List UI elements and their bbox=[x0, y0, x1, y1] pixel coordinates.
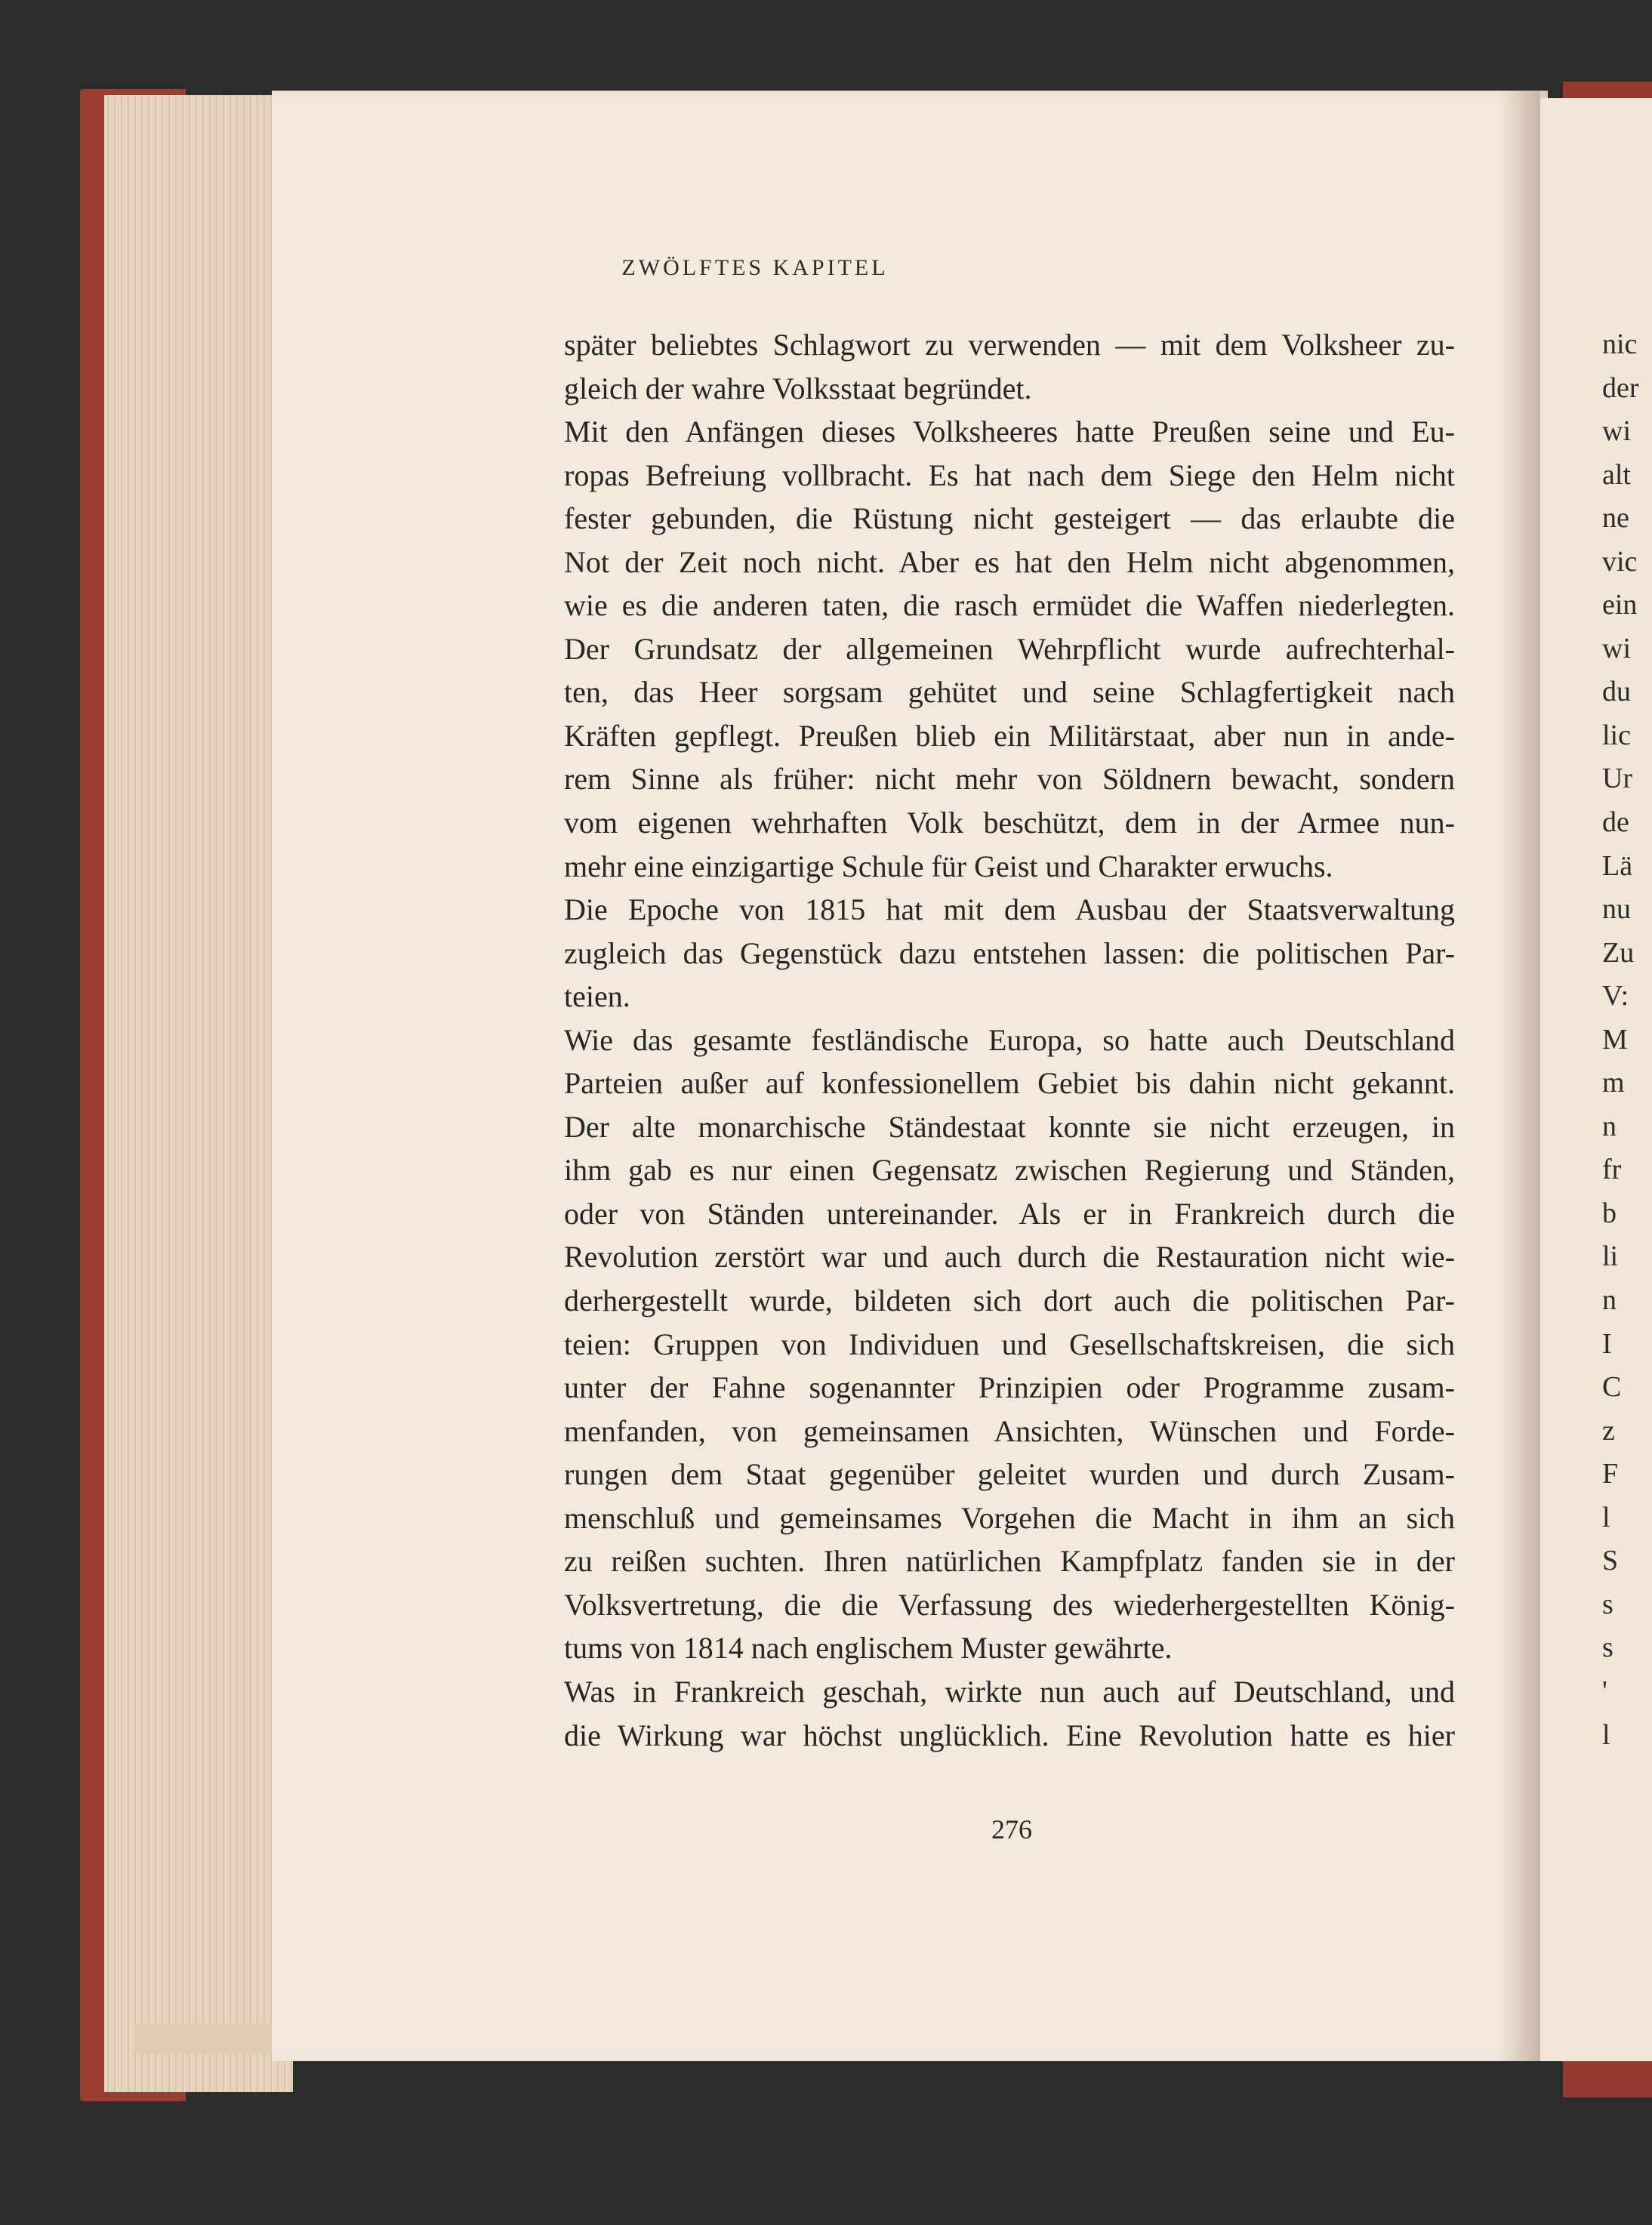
page-edges-base bbox=[134, 2023, 293, 2054]
text-fragment: C bbox=[1602, 1371, 1622, 1404]
text-fragment: nu bbox=[1602, 893, 1631, 926]
text-fragment: ' bbox=[1602, 1675, 1607, 1707]
text-fragment: s bbox=[1602, 1632, 1613, 1664]
text-fragment: n bbox=[1602, 1284, 1617, 1317]
text-fragment: alt bbox=[1602, 458, 1631, 491]
text-fragment: wi bbox=[1602, 415, 1631, 448]
text-fragment: V: bbox=[1602, 980, 1629, 1012]
book-gutter bbox=[1499, 91, 1540, 2061]
right-page-text-fragments bbox=[1602, 323, 1639, 1757]
text-fragment: n bbox=[1602, 1110, 1617, 1142]
text-line: zu reißen suchten. Ihren natürlichen Kampfplatz fanden sie in der bbox=[564, 1544, 1455, 1579]
text-line: Die Epoche von 1815 hat mit dem Ausbau der Staatsverwaltung bbox=[564, 892, 1455, 927]
text-fragment: li bbox=[1602, 1240, 1619, 1273]
text-line: Revolution zerstört war und auch durch die Restauration nicht wie- bbox=[564, 1240, 1455, 1274]
text-line: fester gebunden, die Rüstung nicht gesteigert — das erlaubte die bbox=[564, 501, 1455, 536]
text-line: vom eigenen wehrhaften Volk beschützt, dem in der Armee nun- bbox=[564, 806, 1455, 840]
text-line: Der Grundsatz der allgemeinen Wehrpflicht wurde aufrechterhal- bbox=[564, 631, 1455, 666]
text-fragment: ein bbox=[1602, 589, 1638, 621]
text-line: derhergestellt wurde, bildeten sich dort auch die politischen Par- bbox=[564, 1284, 1455, 1318]
text-line: ihm gab es nur einen Gegensatz zwischen Regierung und Ständen, bbox=[564, 1153, 1455, 1188]
text-line: tums von 1814 nach englischem Muster gewährte. bbox=[564, 1631, 1173, 1666]
text-fragment: S bbox=[1602, 1545, 1619, 1577]
text-line: Kräften gepflegt. Preußen blieb ein Militärstaat, aber nun in ande- bbox=[564, 718, 1455, 753]
text-line: unter der Fahne sogenannter Prinzipien oder Programme zusam- bbox=[564, 1370, 1455, 1405]
text-line: oder von Ständen untereinander. Als er in Frankreich durch die bbox=[564, 1196, 1455, 1231]
text-fragment: b bbox=[1602, 1197, 1617, 1229]
text-fragment: I bbox=[1602, 1327, 1612, 1360]
text-fragment: z bbox=[1602, 1414, 1615, 1447]
text-line: ropas Befreiung vollbracht. Es hat nach dem Siege den Helm nicht bbox=[564, 458, 1455, 492]
text-line: Was in Frankreich geschah, wirkte nun auch auf Deutschland, und bbox=[564, 1674, 1455, 1709]
text-fragment: m bbox=[1602, 1067, 1625, 1099]
text-fragment: s bbox=[1602, 1588, 1613, 1620]
text-fragment: de bbox=[1602, 806, 1629, 839]
text-line: wie es die anderen taten, die rasch ermüdet die Waffen niederlegten. bbox=[564, 588, 1455, 623]
text-line: menfanden, von gemeinsamen Ansichten, Wünschen und Forde- bbox=[564, 1413, 1455, 1448]
text-line: Parteien außer auf konfessionellem Gebiet bis dahin nicht gekannt. bbox=[564, 1066, 1455, 1101]
text-fragment: wi bbox=[1602, 632, 1631, 664]
text-fragment: Ur bbox=[1602, 763, 1633, 795]
text-line: Not der Zeit noch nicht. Aber es hat den Helm nicht abgenommen, bbox=[564, 544, 1455, 579]
page-edges bbox=[104, 95, 293, 2092]
text-line: Der alte monarchische Ständestaat konnte sie nicht erzeugen, in bbox=[564, 1109, 1455, 1144]
text-line: Wie das gesamte festländische Europa, so hatte auch Deutschland bbox=[564, 1022, 1455, 1057]
text-fragment: M bbox=[1602, 1023, 1628, 1055]
text-line: mehr eine einzigartige Schule für Geist und Charakter erwuchs. bbox=[564, 849, 1333, 883]
text-fragment: fr bbox=[1602, 1154, 1622, 1186]
text-fragment: ne bbox=[1602, 502, 1629, 535]
text-line: rem Sinne als früher: nicht mehr von Söldnern bewacht, sondern bbox=[564, 762, 1455, 797]
text-line: Volksvertretung, die die Verfassung des wiederhergestellten König- bbox=[564, 1587, 1455, 1622]
text-line: teien. bbox=[564, 979, 630, 1014]
text-line: Mit den Anfängen dieses Volksheeres hatte Preußen seine und Eu- bbox=[564, 414, 1455, 449]
text-line: teien: Gruppen von Individuen und Gesellschaftskreisen, die sich bbox=[564, 1327, 1455, 1361]
text-line: die Wirkung war höchst unglücklich. Eine Revolution hatte es hier bbox=[564, 1718, 1455, 1752]
text-fragment: lic bbox=[1602, 719, 1631, 751]
text-line: zugleich das Gegenstück dazu entstehen lassen: die politischen Par- bbox=[564, 935, 1455, 970]
text-line: rungen dem Staat gegenüber geleitet wurden und durch Zusam- bbox=[564, 1457, 1455, 1492]
text-fragment: vic bbox=[1602, 545, 1638, 578]
text-line: menschluß und gemeinsames Vorgehen die Macht in ihm an sich bbox=[564, 1500, 1455, 1535]
text-fragment: du bbox=[1602, 676, 1631, 708]
text-line: später beliebtes Schlagwort zu verwenden — mit dem Volksheer zu- bbox=[564, 328, 1455, 362]
text-fragment: der bbox=[1602, 371, 1639, 404]
text-fragment: Lä bbox=[1602, 849, 1633, 882]
running-head: ZWÖLFTES KAPITEL bbox=[621, 255, 889, 280]
text-fragment: Zu bbox=[1602, 936, 1635, 969]
text-fragment: nic bbox=[1602, 328, 1638, 360]
body-text bbox=[564, 323, 1455, 1757]
text-line: ten, das Heer sorgsam gehütet und seine Schlagfertigkeit nach bbox=[564, 675, 1455, 710]
page-number: 276 bbox=[991, 1814, 1032, 1844]
text-line: gleich der wahre Volksstaat begründet. bbox=[564, 371, 1032, 405]
text-fragment: l bbox=[1602, 1501, 1610, 1533]
text-fragment: l bbox=[1602, 1718, 1610, 1751]
text-fragment: F bbox=[1602, 1458, 1619, 1490]
